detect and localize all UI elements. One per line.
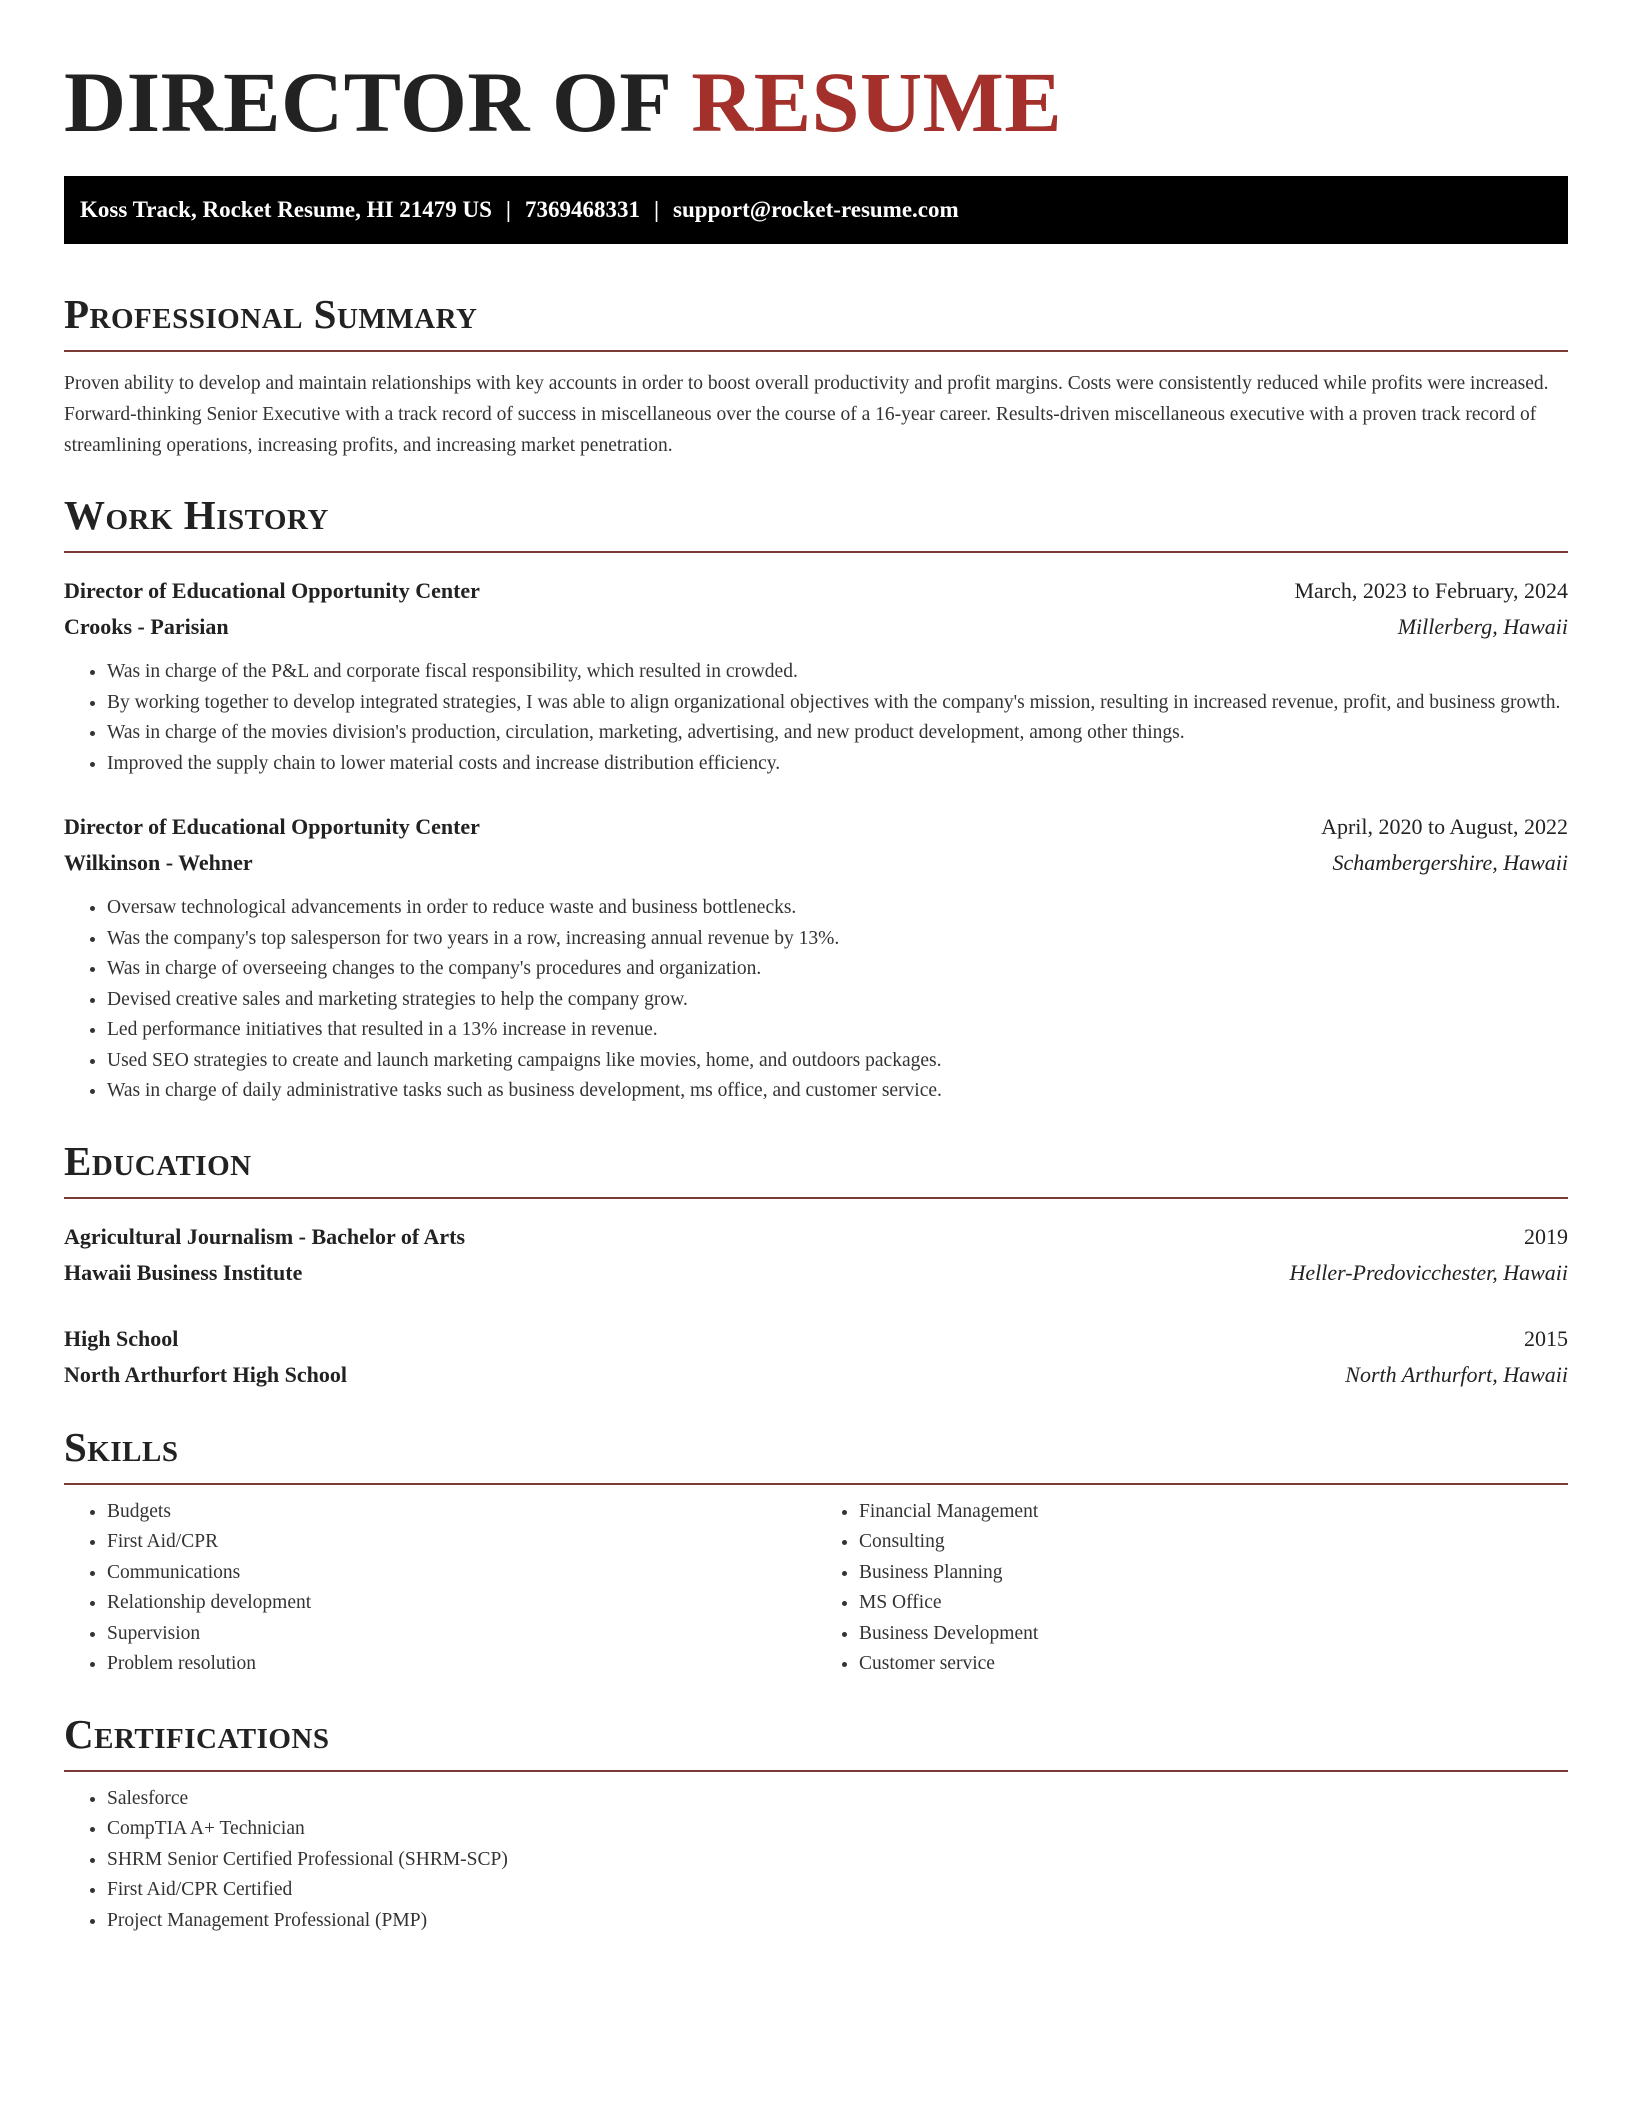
contact-separator: |: [653, 197, 660, 222]
skill-item: • Consulting: [859, 1527, 1568, 1558]
contact-bar: [64, 176, 1568, 244]
job-entry: [64, 809, 1568, 1107]
summary-text: Proven ability to develop and maintain relationships with key accounts in order to boost overall productivity and profit margins. Costs were consistently reduced while profits were increased. Forward-thinking Senior Executive with a track record of success in miscellaneous over the course of a 16-year career. Results-driven miscellaneous executive with a proven track record of streamlining operations, increasing profits, and increasing market penetration.: [64, 373, 1549, 456]
certifications-list: [64, 1784, 1568, 1937]
job-bullet-list: [64, 657, 1568, 779]
job-header-row: [64, 573, 1568, 609]
job-bullet-list: [64, 893, 1568, 1107]
contact-separator: |: [505, 197, 511, 222]
certification-item: • SHRM Senior Certified Professional (SHRM-SCP): [107, 1845, 1568, 1876]
education-degree: High School: [64, 1325, 179, 1351]
skill-item: • First Aid/CPR: [107, 1527, 816, 1558]
skill-item: • Financial Management: [859, 1497, 1568, 1528]
job-company-row: [64, 609, 1568, 645]
education-year: 2019: [1524, 1223, 1568, 1249]
education-degree: Agricultural Journalism - Bachelor of Arts: [64, 1223, 466, 1249]
job-bullet: • Was in charge of the P&L and corporate fiscal responsibility, which resulted in crowded.: [107, 657, 1568, 688]
education-school-row: [64, 1357, 1568, 1393]
job-entry: [64, 573, 1568, 779]
job-company: Wilkinson - Wehner: [64, 850, 253, 875]
job-title: Director of Educational Opportunity Center: [64, 578, 480, 603]
contact-email: support@rocket-resume.com: [673, 197, 959, 222]
job-bullet: • Oversaw technological advancements in order to reduce waste and business bottlenecks.: [107, 893, 1568, 924]
skills-heading: Skills: [64, 1423, 179, 1470]
certifications-section: [64, 1706, 1568, 1937]
skill-item: • Business Development: [859, 1619, 1568, 1650]
summary-heading: Professional Summary: [64, 291, 478, 337]
job-title: Director of Educational Opportunity Center: [64, 814, 480, 839]
skill-item: • MS Office: [859, 1588, 1568, 1619]
job-bullet: • Was in charge of the movies division's production, circulation, marketing, advertising, and new product development, among other things.: [107, 718, 1568, 749]
skill-item: • Problem resolution: [107, 1649, 816, 1680]
job-bullet: • Was in charge of daily administrative tasks such as business development, ms office, and customer service.: [107, 1076, 1568, 1107]
work-history-section: [64, 487, 1568, 1107]
skill-item: • Relationship development: [107, 1588, 816, 1619]
job-dates: April, 2020 to August, 2022: [1321, 814, 1568, 839]
job-header-row: [64, 809, 1568, 845]
skills-grid: [64, 1497, 1568, 1680]
education-school: North Arthurfort High School: [64, 1361, 347, 1387]
education-section: [64, 1133, 1568, 1393]
section-divider: [64, 1197, 1568, 1199]
certification-item: • Salesforce: [107, 1784, 1568, 1815]
resume-title: [64, 52, 1568, 152]
summary-section: [64, 286, 1568, 461]
skill-item: • Communications: [107, 1558, 816, 1589]
education-entry: [64, 1219, 1568, 1291]
education-degree-row: [64, 1219, 1568, 1255]
education-school-row: [64, 1255, 1568, 1291]
skill-item: • Budgets: [107, 1497, 816, 1528]
contact-address: Koss Track, Rocket Resume, HI 21479 US: [80, 197, 492, 222]
education-school: Hawaii Business Institute: [64, 1259, 303, 1285]
skill-item: • Customer service: [859, 1649, 1568, 1680]
education-degree-row: [64, 1321, 1568, 1357]
certification-item: • CompTIA A+ Technician: [107, 1814, 1568, 1845]
job-bullet: • Led performance initiatives that resulted in a 13% increase in revenue.: [107, 1015, 1568, 1046]
skills-section: [64, 1419, 1568, 1680]
job-bullet: • Devised creative sales and marketing strategies to help the company grow.: [107, 985, 1568, 1016]
job-company-row: [64, 845, 1568, 881]
certifications-heading: Certifications: [64, 1710, 330, 1757]
education-heading: Education: [64, 1137, 252, 1184]
section-divider: [64, 350, 1568, 352]
skill-item: • Business Planning: [859, 1558, 1568, 1589]
job-bullet: • Was the company's top salesperson for two years in a row, increasing annual revenue by 13%.: [107, 924, 1568, 955]
job-bullet: • Improved the supply chain to lower material costs and increase distribution efficiency.: [107, 749, 1568, 780]
job-bullet: • Was in charge of overseeing changes to the company's procedures and organization.: [107, 954, 1568, 985]
certification-item: • First Aid/CPR Certified: [107, 1875, 1568, 1906]
skill-item: • Supervision: [107, 1619, 816, 1650]
education-location: North Arthurfort, Hawaii: [1345, 1361, 1568, 1387]
title-accent: RESUME: [691, 54, 1063, 150]
title-main: DIRECTOR OF: [64, 54, 670, 150]
job-bullet: • By working together to develop integrated strategies, I was able to align organizational objectives with the company's mission, resulting in increased revenue, profit, and business growth.: [107, 688, 1568, 719]
skills-list-right: [816, 1497, 1568, 1680]
education-location: Heller-Predovicchester, Hawaii: [1289, 1259, 1568, 1285]
job-dates: March, 2023 to February, 2024: [1294, 578, 1568, 603]
certification-item: • Project Management Professional (PMP): [107, 1906, 1568, 1937]
job-location: Schambergershire, Hawaii: [1332, 850, 1568, 875]
education-entry: [64, 1321, 1568, 1393]
job-bullet: • Used SEO strategies to create and launch marketing campaigns like movies, home, and outdoors packages.: [107, 1046, 1568, 1077]
work-history-heading: Work History: [64, 492, 329, 538]
education-year: 2015: [1524, 1325, 1568, 1351]
section-divider: [64, 1483, 1568, 1485]
job-company: Crooks - Parisian: [64, 614, 229, 639]
section-divider: [64, 551, 1568, 553]
section-divider: [64, 1770, 1568, 1772]
contact-phone: 7369468331: [524, 197, 640, 222]
skills-list-left: [64, 1497, 816, 1680]
job-location: Millerberg, Hawaii: [1397, 614, 1568, 639]
